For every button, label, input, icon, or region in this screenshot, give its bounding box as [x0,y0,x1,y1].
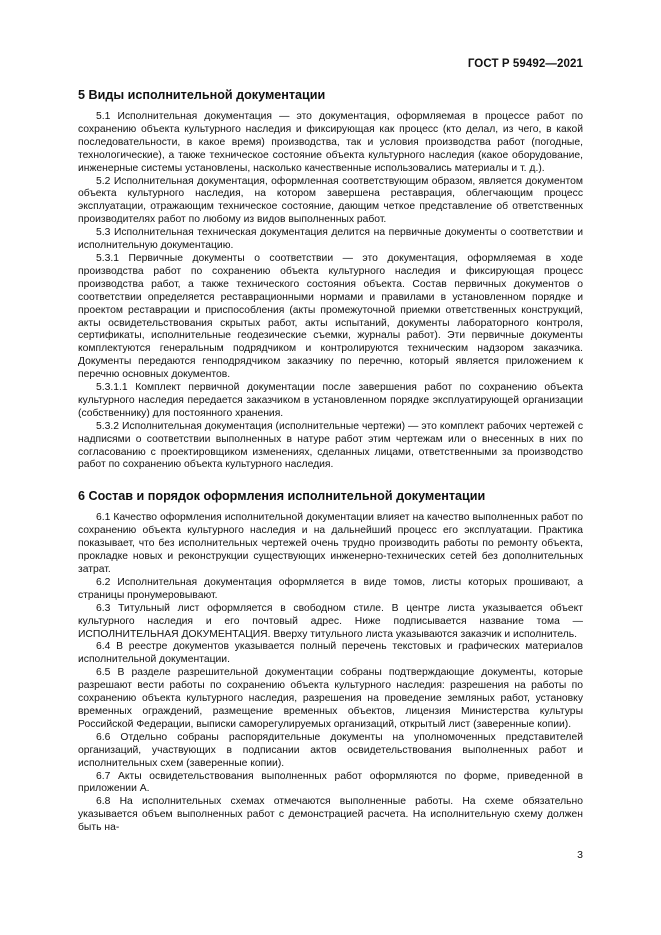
document-code: ГОСТ Р 59492—2021 [467,58,583,70]
paragraph-6-1: 6.1 Качество оформления исполнительной документации влияет на качество выполненных работ по сохранению объекта культурного наследия и на дальнейший процесс его эксплуатации. Практика показывает, что без исполнительных чертежей очень трудно производить работы по ремонту объекта, прокладке новых и реконструкции существующих инженерно-технических сетей без дополнительных затрат. [78,512,583,575]
paragraph-5-1: 5.1 Исполнительная документация — это документация, оформляемая в процессе работ по сохранению объекта культурного наследия и фиксирующая как процесс (кто делал, из чего, в какой последовательности, в какое время) производства, так и условия производства работ (погодные, технологические), а также техническое состояние объекта культурного наследия (какое оборудование, инженерные системы установлены, насколько качественные использовались материалы и т. д.). [78,111,583,174]
paragraph-6-7: 6.7 Акты освидетельствования выполненных работ оформляются по форме, приведенной в приложении А. [78,770,583,795]
page-content [78,88,583,835]
paragraph-5-2: 5.2 Исполнительная документация, оформленная соответствующим образом, является документом объекта культурного наследия, на котором завершена реставрация, облегчающим процесс эксплуатации, отражающим техническое состояние, дающим четкое представление об ответственных производителях работ по любому из видов выполненных работ. [78,175,583,226]
paragraph-6-4: 6.4 В реестре документов указывается полный перечень текстовых и графических материалов исполнительной документации. [78,641,583,666]
paragraph-5-3-1: 5.3.1 Первичные документы о соответствии — это документация, оформляемая в ходе производства работ по сохранению объекта культурного наследия и фиксирующая процесс производства работ, а также технического состояния объекта. Состав первичных документов о соответствии определяется реставрационными нормами и правилами в установленном порядке и проектом реставрации и приспособления (акты промежуточной приемки ответственных конструкций, акты освидетельствования скрытых работ, акты испытаний, документы лабораторного контроля, сертификаты, исполнительные геодезические съемки, журналы работ). Эти первичные документы комплектуются генеральным подрядчиком и контролируются техническим надзором заказчика. Документы передаются генподрядчиком заказчику по перечню, который является приложением к перечню основных документов. [78,252,583,381]
paragraph-6-3: 6.3 Титульный лист оформляется в свободном стиле. В центре листа указывается объект культурного наследия и его почтовый адрес. Ниже подписывается название тома — ИСПОЛНИТЕЛЬНАЯ ДОКУМЕНТАЦИЯ. Вверху титульного листа указываются заказчик и исполнитель. [78,602,583,640]
section-6-title: 6 Состав и порядок оформления исполнительной документации [78,489,486,504]
paragraph-6-8: 6.8 На исполнительных схемах отмечаются выполненные работы. На схеме обязательно указывается объем выполненных работ с демонстрацией расчета. На исполнительную схему должен быть на- [78,796,583,834]
paragraph-5-3-1-1: 5.3.1.1 Комплект первичной документации после завершения работ по сохранению объекта культурного наследия передается заказчиком в установленном порядке эксплуатирующей организации (собственнику) для постоянного хранения. [78,382,583,419]
paragraph-6-6: 6.6 Отдельно собраны распорядительные документы на уполномоченных представителей организаций, участвующих в подписании актов освидетельствования выполненных работ и исполнительных схем (заверенные копии). [78,731,583,769]
paragraph-6-2: 6.2 Исполнительная документация оформляется в виде томов, листы которых прошивают, а страницы пронумеровывают. [78,576,583,601]
paragraph-6-5: 6.5 В разделе разрешительной документации собраны подтверждающие документы, которые разрешают вести работы по сохранению объекта культурного наследия: разрешения на работы по сохранению объекта культурного наследия, разрешения на проведение земляных работ, установку временных ограждений, размещение временных объектов, лицензия Министерства культуры Российской Федерации, выписки саморегулируемых организаций, открытый лист (заверенные копии). [78,667,583,730]
page-number: 3 [577,849,583,861]
section-5-title: 5 Виды исполнительной документации [78,88,326,102]
paragraph-5-3: 5.3 Исполнительная техническая документация делится на первичные документы о соответствии и исполнительную документацию. [78,227,583,252]
paragraph-5-3-2: 5.3.2 Исполнительная документация (исполнительные чертежи) — это комплект рабочих чертежей с надписями о соответствии выполненных в натуре работ этим чертежам или о внесенных в них по согласованию с проектировщиком изменениях, сделанных лицами, ответственными за производство работ по сохранению объекта культурного наследия. [78,420,583,471]
